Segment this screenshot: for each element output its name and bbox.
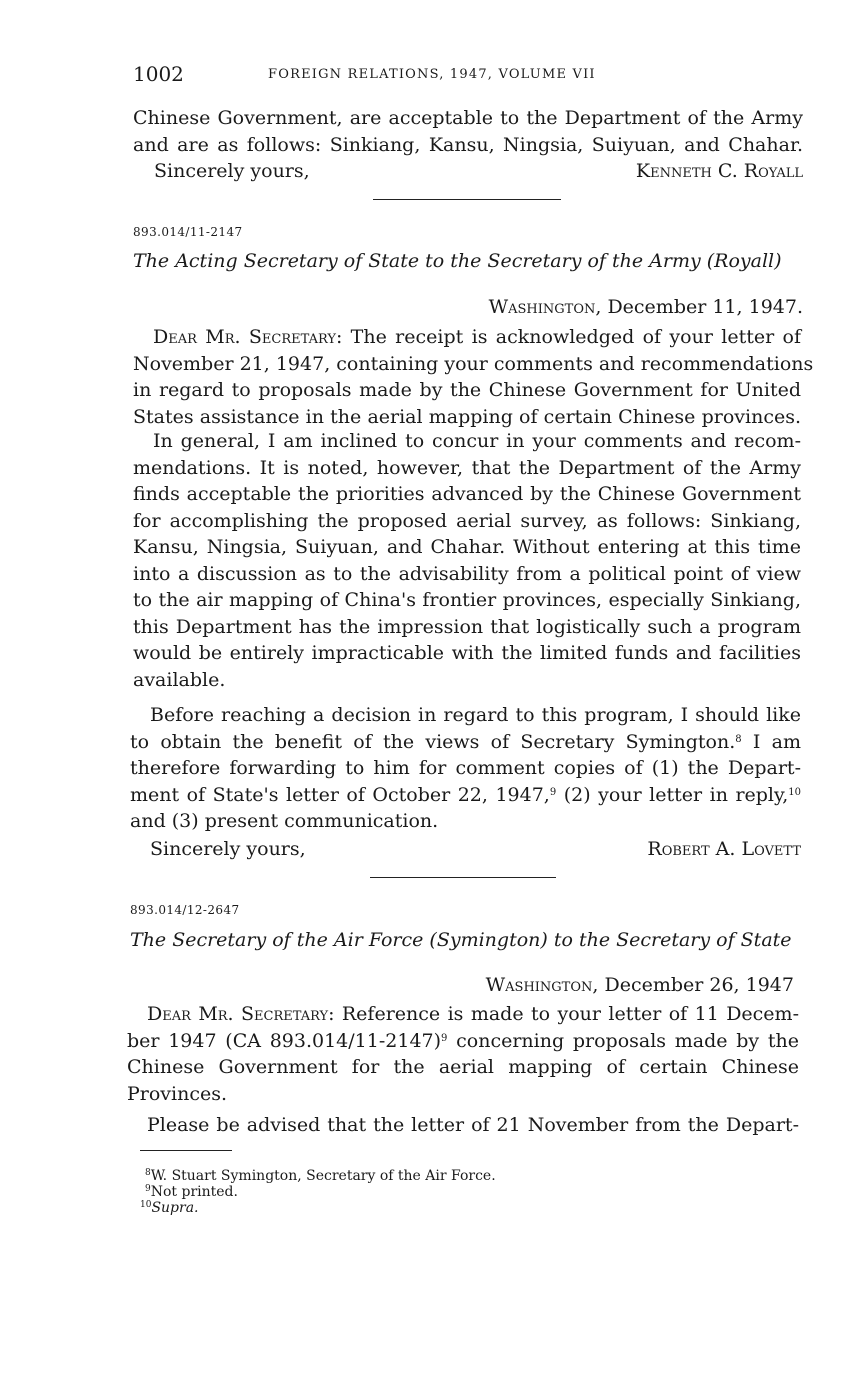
footnote-ref[interactable]: 9 [441, 1032, 448, 1044]
text-line: this Department has the impression that logistically such a program [133, 615, 801, 638]
footnote-ref[interactable]: 9 [549, 786, 557, 798]
text-line: would be entirely impracticable with the limited funds and facilities [133, 642, 801, 664]
text-line: Kansu, Ningsia, Suiyuan, and Chahar. Without entering at this time [133, 536, 801, 558]
text-span: to obtain the benefit of the views of Secretary Symington. [130, 730, 736, 753]
text-line: Chinese Government for the aerial mapping of certain Chinese [127, 1056, 799, 1078]
paragraph [127, 1112, 799, 1139]
text-span: : The receipt is acknowledged of your letter of [335, 326, 801, 348]
footnote-ref[interactable]: 10 [788, 786, 801, 798]
text-line: and are as follows: Sinkiang, Kansu, Ningsia, Suiyuan, and Chahar. [133, 133, 803, 156]
file-number: 893.014/12-2647 [130, 903, 240, 917]
text-line [130, 729, 801, 756]
text-line: Provinces. [127, 1082, 228, 1105]
salutation: Dear Mr. Secretary [147, 1003, 329, 1025]
text-line [127, 1001, 799, 1028]
section-divider [373, 199, 561, 200]
closing-row [150, 836, 801, 863]
page-number: 1002 [133, 62, 184, 86]
text-span: ment of State's letter of October 22, 1947, [130, 783, 550, 806]
text-line: and (3) present communication. [130, 810, 439, 832]
text-line: for accomplishing the proposed aerial survey, as follows: Sinkiang, [133, 509, 801, 532]
footnote-text: Supra. [151, 1200, 199, 1216]
section-divider [370, 877, 556, 878]
text-line [127, 1028, 799, 1055]
file-number: 893.014/11-2147 [133, 225, 243, 239]
dateline [130, 972, 794, 999]
closing: Sincerely yours, [150, 838, 306, 860]
dateline-date: , December 26, 1947 [592, 974, 794, 996]
text-line: into a discussion as to the advisability from a political point of view [133, 562, 801, 585]
text-line: in regard to proposals made by the Chinese Government for United [133, 379, 801, 401]
text-line: Before reaching a decision in regard to this program, I should like [150, 704, 801, 726]
text-span: concerning proposals made by the [447, 1029, 799, 1052]
text-line: November 21, 1947, containing your comments and recommendations [133, 352, 814, 375]
closing: Sincerely yours, [154, 160, 310, 182]
footnote-mark: 10 [140, 1200, 152, 1210]
text-line: Please be advised that the letter of 21 November from the Depart- [147, 1114, 799, 1136]
text-line: to the air mapping of China's frontier provinces, especially Sinkiang, [133, 589, 801, 611]
text-line: finds acceptable the priorities advanced by the Chinese Government [133, 483, 801, 505]
paragraph [130, 702, 801, 835]
dateline-place: Washington [485, 974, 593, 996]
paragraph [133, 428, 801, 693]
signature: Robert A. Lovett [647, 838, 801, 860]
dateline-place: Washington [488, 296, 596, 318]
text-span: ber 1947 (CA 893.014/11-2147) [127, 1029, 442, 1052]
dateline-date: , December 11, 1947. [595, 296, 803, 318]
continuation-paragraph [133, 105, 803, 158]
document-heading: The Secretary of the Air Force (Symington) to the Secretary of State [130, 929, 792, 951]
text-line: Chinese Government, are acceptable to the Department of the Army [133, 107, 803, 129]
footnote-mark: 9 [145, 1184, 151, 1194]
footnote-text: W. Stuart Symington, Secretary of the Air Force. [150, 1168, 496, 1184]
footnote-ref[interactable]: 8 [735, 733, 742, 745]
document-heading: The Acting Secretary of State to the Secretary of the Army (Royall) [133, 250, 782, 272]
text-span: (2) your letter in reply, [556, 783, 789, 806]
footnote-mark: 8 [145, 1168, 151, 1178]
text-line: States assistance in the aerial mapping of certain Chinese provinces. [133, 405, 801, 428]
dateline [133, 294, 803, 321]
text-span: I am [741, 730, 801, 753]
text-line: available. [133, 668, 226, 691]
text-line: In general, I am inclined to concur in your comments and recom- [153, 430, 801, 452]
continuation-closing-row [154, 158, 803, 185]
footnote-divider [140, 1150, 232, 1151]
signature: Kenneth C. Royall [635, 160, 803, 182]
text-line: therefore forwarding to him for comment copies of (1) the Depart- [130, 757, 801, 779]
footnote [140, 1198, 199, 1216]
running-title: FOREIGN RELATIONS, 1947, VOLUME VII [268, 67, 596, 82]
running-head [133, 60, 803, 90]
text-line [130, 782, 801, 809]
paragraph [127, 1001, 799, 1107]
text-line: mendations. It is noted, however, that the Department of the Army [133, 456, 801, 479]
text-span: : Reference is made to your letter of 11 Decem- [328, 1003, 799, 1025]
paragraph [133, 324, 814, 430]
footnote-text: Not printed. [150, 1184, 238, 1200]
text-line [133, 324, 801, 351]
salutation: Dear Mr. Secretary [153, 326, 336, 348]
